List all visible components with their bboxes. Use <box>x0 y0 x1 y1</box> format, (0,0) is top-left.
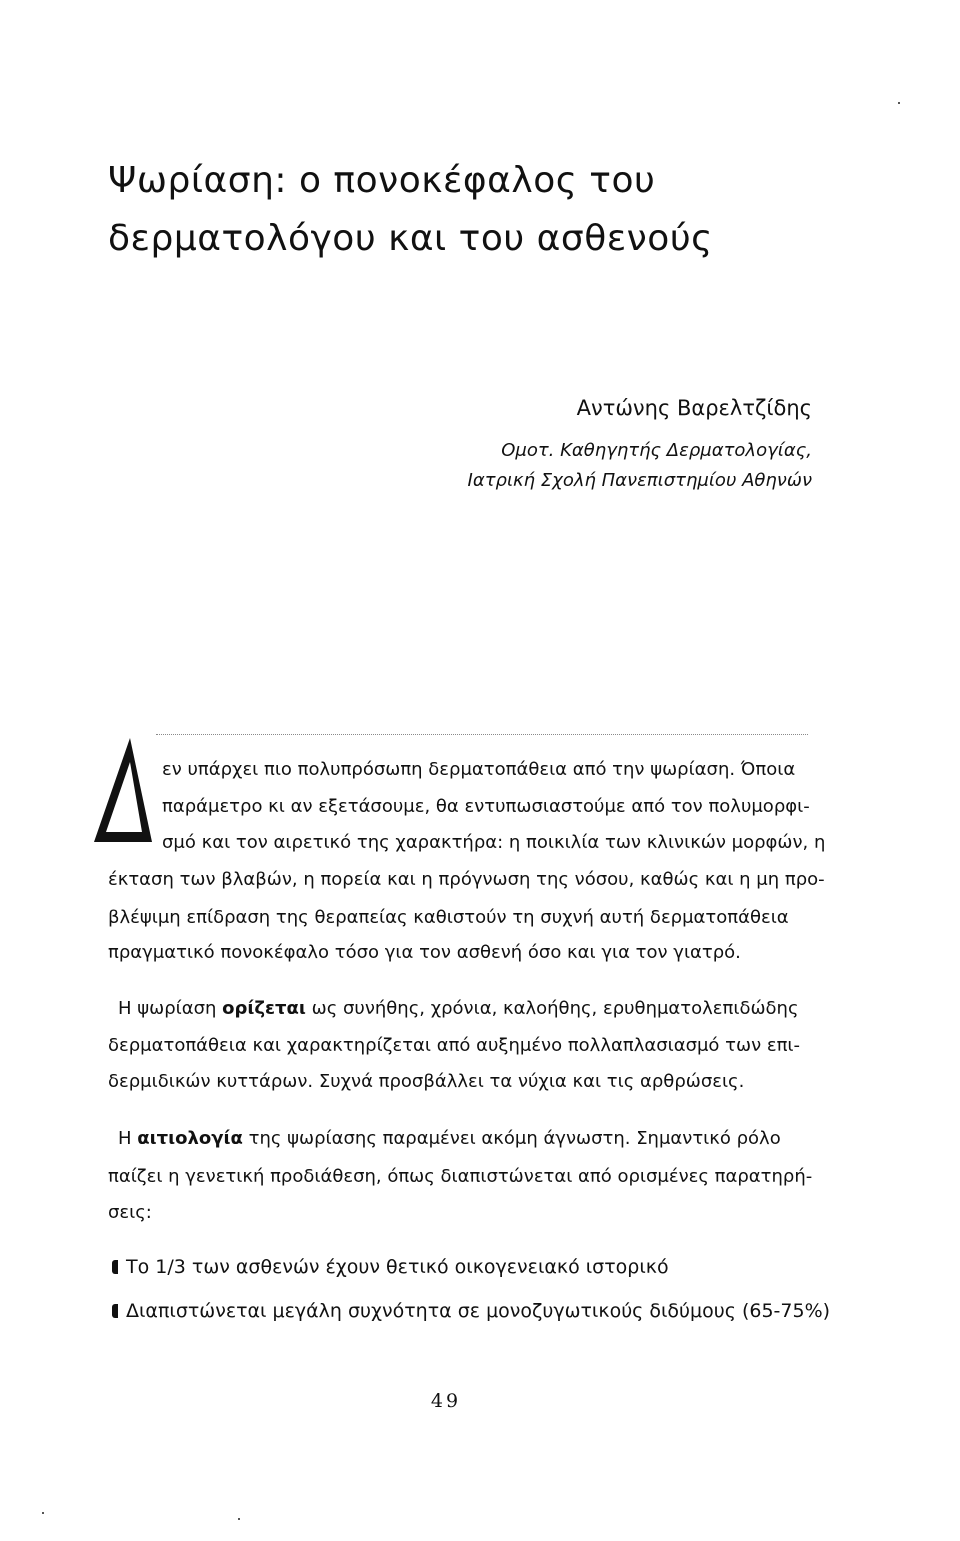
paragraph3-line-1: Η αιτιολογία της ψωρίασης παραμένει ακόμη άγνωστη. Σημαντικό ρόλο <box>118 1128 781 1149</box>
title-line-1: Ψωρίαση: ο πονοκέφαλος του <box>108 160 656 201</box>
author-name: Αντώνης Βαρελτζίδης <box>576 396 812 420</box>
author-affiliation-line-1: Ομοτ. Καθηγητής Δερματολογίας, <box>501 440 812 461</box>
dotted-rule <box>156 734 808 735</box>
title-line-2: δερματολόγου και του ασθενούς <box>108 218 713 259</box>
page-number: 49 <box>430 1390 462 1412</box>
bullet-item: Το 1/3 των ασθενών έχουν θετικό οικογενειακό ιστορικό <box>112 1256 669 1278</box>
scan-speck <box>238 1518 240 1520</box>
paragraph1-line: βλέψιμη επίδραση της θεραπείας καθιστούν τη συχνή αυτή δερματοπάθεια <box>108 907 789 928</box>
bullet-icon <box>112 1260 118 1274</box>
paragraph2-line-2: δερματοπάθεια και χαρακτηρίζεται από αυξημένο πολλαπλασιασμό των επι- <box>108 1035 801 1056</box>
paragraph1-line: εν υπάρχει πιο πολυπρόσωπη δερματοπάθεια από την ψωρίαση. Όποια <box>162 759 796 780</box>
dropcap-delta <box>92 736 154 844</box>
paragraph2-line-1: Η ψωρίαση ορίζεται ως συνήθης, χρόνια, καλοήθης, ερυθηματολεπιδώδης <box>118 998 799 1019</box>
paragraph1-line: πραγματικό πονοκέφαλο τόσο για τον ασθενή όσο και για τον γιατρό. <box>108 942 741 963</box>
bullet-item: Διαπιστώνεται μεγάλη συχνότητα σε μονοζυγωτικούς διδύμους (65-75%) <box>112 1300 830 1322</box>
term-etiology: αιτιολογία <box>137 1128 243 1149</box>
bullet-icon <box>112 1304 118 1318</box>
scan-speck <box>42 1512 44 1514</box>
scan-speck <box>898 102 900 104</box>
paragraph1-line: σμό και τον αιρετικό της χαρακτήρα: η ποικιλία των κλινικών μορφών, η <box>162 832 826 853</box>
paragraph1-line: έκταση των βλαβών, η πορεία και η πρόγνωση της νόσου, καθώς και η μη προ- <box>108 869 825 890</box>
paragraph3-line-3: σεις: <box>108 1202 152 1223</box>
paragraph2-line-3: δερμιδικών κυττάρων. Συχνά προσβάλλει τα νύχια και τις αρθρώσεις. <box>108 1071 745 1092</box>
term-defined: ορίζεται <box>222 998 306 1019</box>
paragraph1-line: παράμετρο κι αν εξετάσουμε, θα εντυπωσιαστούμε από τον πολυμορφι- <box>162 796 810 817</box>
author-affiliation-line-2: Ιατρική Σχολή Πανεπιστημίου Αθηνών <box>467 470 812 491</box>
paragraph3-line-2: παίζει η γενετική προδιάθεση, όπως διαπιστώνεται από ορισμένες παρατηρή- <box>108 1166 813 1187</box>
